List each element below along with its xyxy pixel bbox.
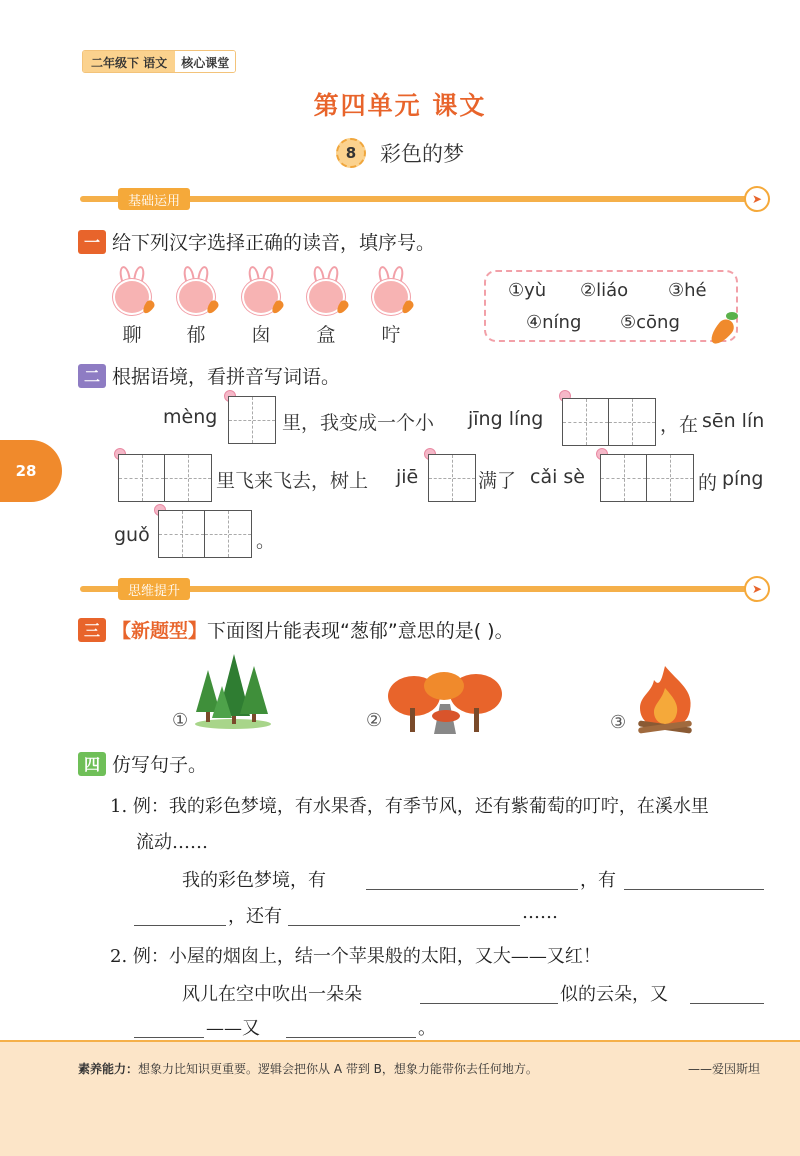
forest-picture[interactable] — [194, 652, 272, 730]
writing-grid[interactable] — [118, 454, 212, 502]
answer-blank[interactable] — [134, 902, 226, 926]
section-label-thinking: 思维提升 — [118, 578, 190, 600]
answer-blank[interactable] — [624, 866, 764, 890]
pinyin-options-box — [484, 270, 738, 342]
footer-quote-text: 想象力比知识更重要。逻辑会把你从 A 带到 B，想象力能带你去任何地方。 — [138, 1062, 538, 1076]
section-bar-thinking — [80, 578, 770, 600]
pinyin-text: mèng — [163, 406, 218, 428]
question-number: 三 — [78, 618, 106, 642]
example-1-line-1: 1. 例：我的彩色梦境，有水果香，有季节风，还有紫葡萄的叮咛，在溪水里 — [110, 796, 709, 817]
lesson-name: 彩色的梦 — [380, 142, 464, 166]
char-item: 咛 — [381, 324, 401, 346]
footer-label: 素养能力： — [78, 1062, 139, 1076]
answer-blank[interactable] — [288, 902, 520, 926]
picture-label: ③ — [610, 712, 627, 733]
question-number: 一 — [78, 230, 106, 254]
rabbit-icon — [369, 266, 413, 316]
writing-grid[interactable] — [158, 510, 252, 558]
series-label: 核心课堂 — [175, 51, 235, 72]
footer-quote — [78, 1060, 538, 1077]
lesson-number: 8 — [336, 138, 366, 168]
question-2-heading — [78, 362, 340, 389]
book-tag — [82, 50, 236, 73]
answer-blank[interactable] — [690, 980, 764, 1004]
page-number: 28 — [0, 440, 62, 502]
char-item: 囱 — [251, 324, 271, 346]
rabbit-icon — [174, 266, 218, 316]
question-3-heading — [78, 616, 514, 643]
picture-label: ② — [366, 710, 383, 731]
sentence-text: 。 — [256, 530, 276, 552]
option-item: ⑤cōng — [620, 312, 680, 333]
question-number: 二 — [78, 364, 106, 388]
pinyin-text: jīng líng — [468, 408, 544, 430]
section-bar-basic — [80, 188, 770, 210]
option-item: ②liáo — [580, 280, 629, 301]
char-item: 郁 — [186, 324, 206, 346]
question-prompt: 给下列汉字选择正确的读音，填序号。 — [112, 232, 436, 254]
fill-2-text-c: ——又 — [206, 1018, 260, 1039]
answer-blank[interactable] — [134, 1014, 204, 1038]
fill-2-text-d: 。 — [418, 1018, 436, 1039]
footer-author: ——爱因斯坦 — [687, 1062, 760, 1076]
picture-label: ① — [172, 710, 189, 731]
question-prompt: 根据语境，看拼音写词语。 — [112, 366, 341, 388]
fill-1-text-d: …… — [522, 902, 558, 923]
grade-label: 二年级下 语文 — [83, 51, 175, 72]
fill-1-text-b: ，有 — [580, 870, 616, 891]
pinyin-text: jiē — [396, 466, 419, 488]
autumn-trees-picture[interactable] — [386, 664, 504, 734]
section-label-basic: 基础运用 — [118, 188, 190, 210]
example-1-line-2: 流动…… — [136, 832, 208, 853]
pinyin-text: cǎi sè — [530, 466, 585, 488]
question-number: 四 — [78, 752, 106, 776]
paper-plane-icon: ➤ — [744, 186, 770, 212]
pinyin-text: píng — [722, 468, 764, 490]
sentence-text: 满了 — [478, 470, 517, 492]
answer-blank[interactable] — [420, 980, 558, 1004]
writing-grid[interactable] — [562, 398, 656, 446]
sentence-text: ，在 — [660, 414, 699, 436]
fill-1-text-a: 我的彩色梦境，有 — [182, 870, 326, 891]
char-item: 盒 — [316, 324, 336, 346]
rabbit-icon — [304, 266, 348, 316]
new-type-tag: 【新题型】 — [112, 620, 208, 642]
sentence-text: 里，我变成一个小 — [282, 412, 435, 434]
fill-2-text-a: 风儿在空中吹出一朵朵 — [182, 984, 362, 1005]
question-4-heading — [78, 750, 207, 777]
writing-grid[interactable] — [428, 454, 476, 502]
option-item: ③hé — [668, 280, 707, 301]
fill-1-text-c: ，还有 — [228, 906, 282, 927]
sentence-text: 的 — [698, 472, 718, 494]
option-item: ④níng — [526, 312, 582, 333]
example-2-line-1: 2. 例：小屋的烟囱上，结一个苹果般的太阳，又大——又红！ — [110, 946, 601, 967]
fill-2-text-b: 似的云朵，又 — [560, 984, 668, 1005]
answer-blank[interactable] — [366, 866, 578, 890]
sentence-text: 里飞来飞去，树上 — [216, 470, 369, 492]
carrot-leaf-icon — [726, 312, 738, 320]
option-item: ①yù — [508, 280, 547, 301]
unit-title: 第四单元 课文 — [313, 91, 487, 120]
footer-quote-band — [0, 1040, 800, 1156]
rabbit-icon — [239, 266, 283, 316]
pinyin-text: sēn lín — [702, 410, 765, 432]
campfire-picture[interactable] — [630, 662, 700, 734]
question-1-heading — [78, 228, 435, 255]
writing-grid[interactable] — [600, 454, 694, 502]
writing-grid[interactable] — [228, 396, 276, 444]
question-prompt: 下面图片能表现“葱郁”意思的是( )。 — [207, 620, 514, 642]
question-prompt: 仿写句子。 — [112, 754, 208, 776]
answer-blank[interactable] — [286, 1014, 416, 1038]
lesson-heading — [0, 138, 800, 168]
paper-plane-icon: ➤ — [744, 576, 770, 602]
rabbit-icon — [110, 266, 154, 316]
pinyin-text: guǒ — [114, 524, 150, 546]
char-item: 聊 — [122, 324, 142, 346]
